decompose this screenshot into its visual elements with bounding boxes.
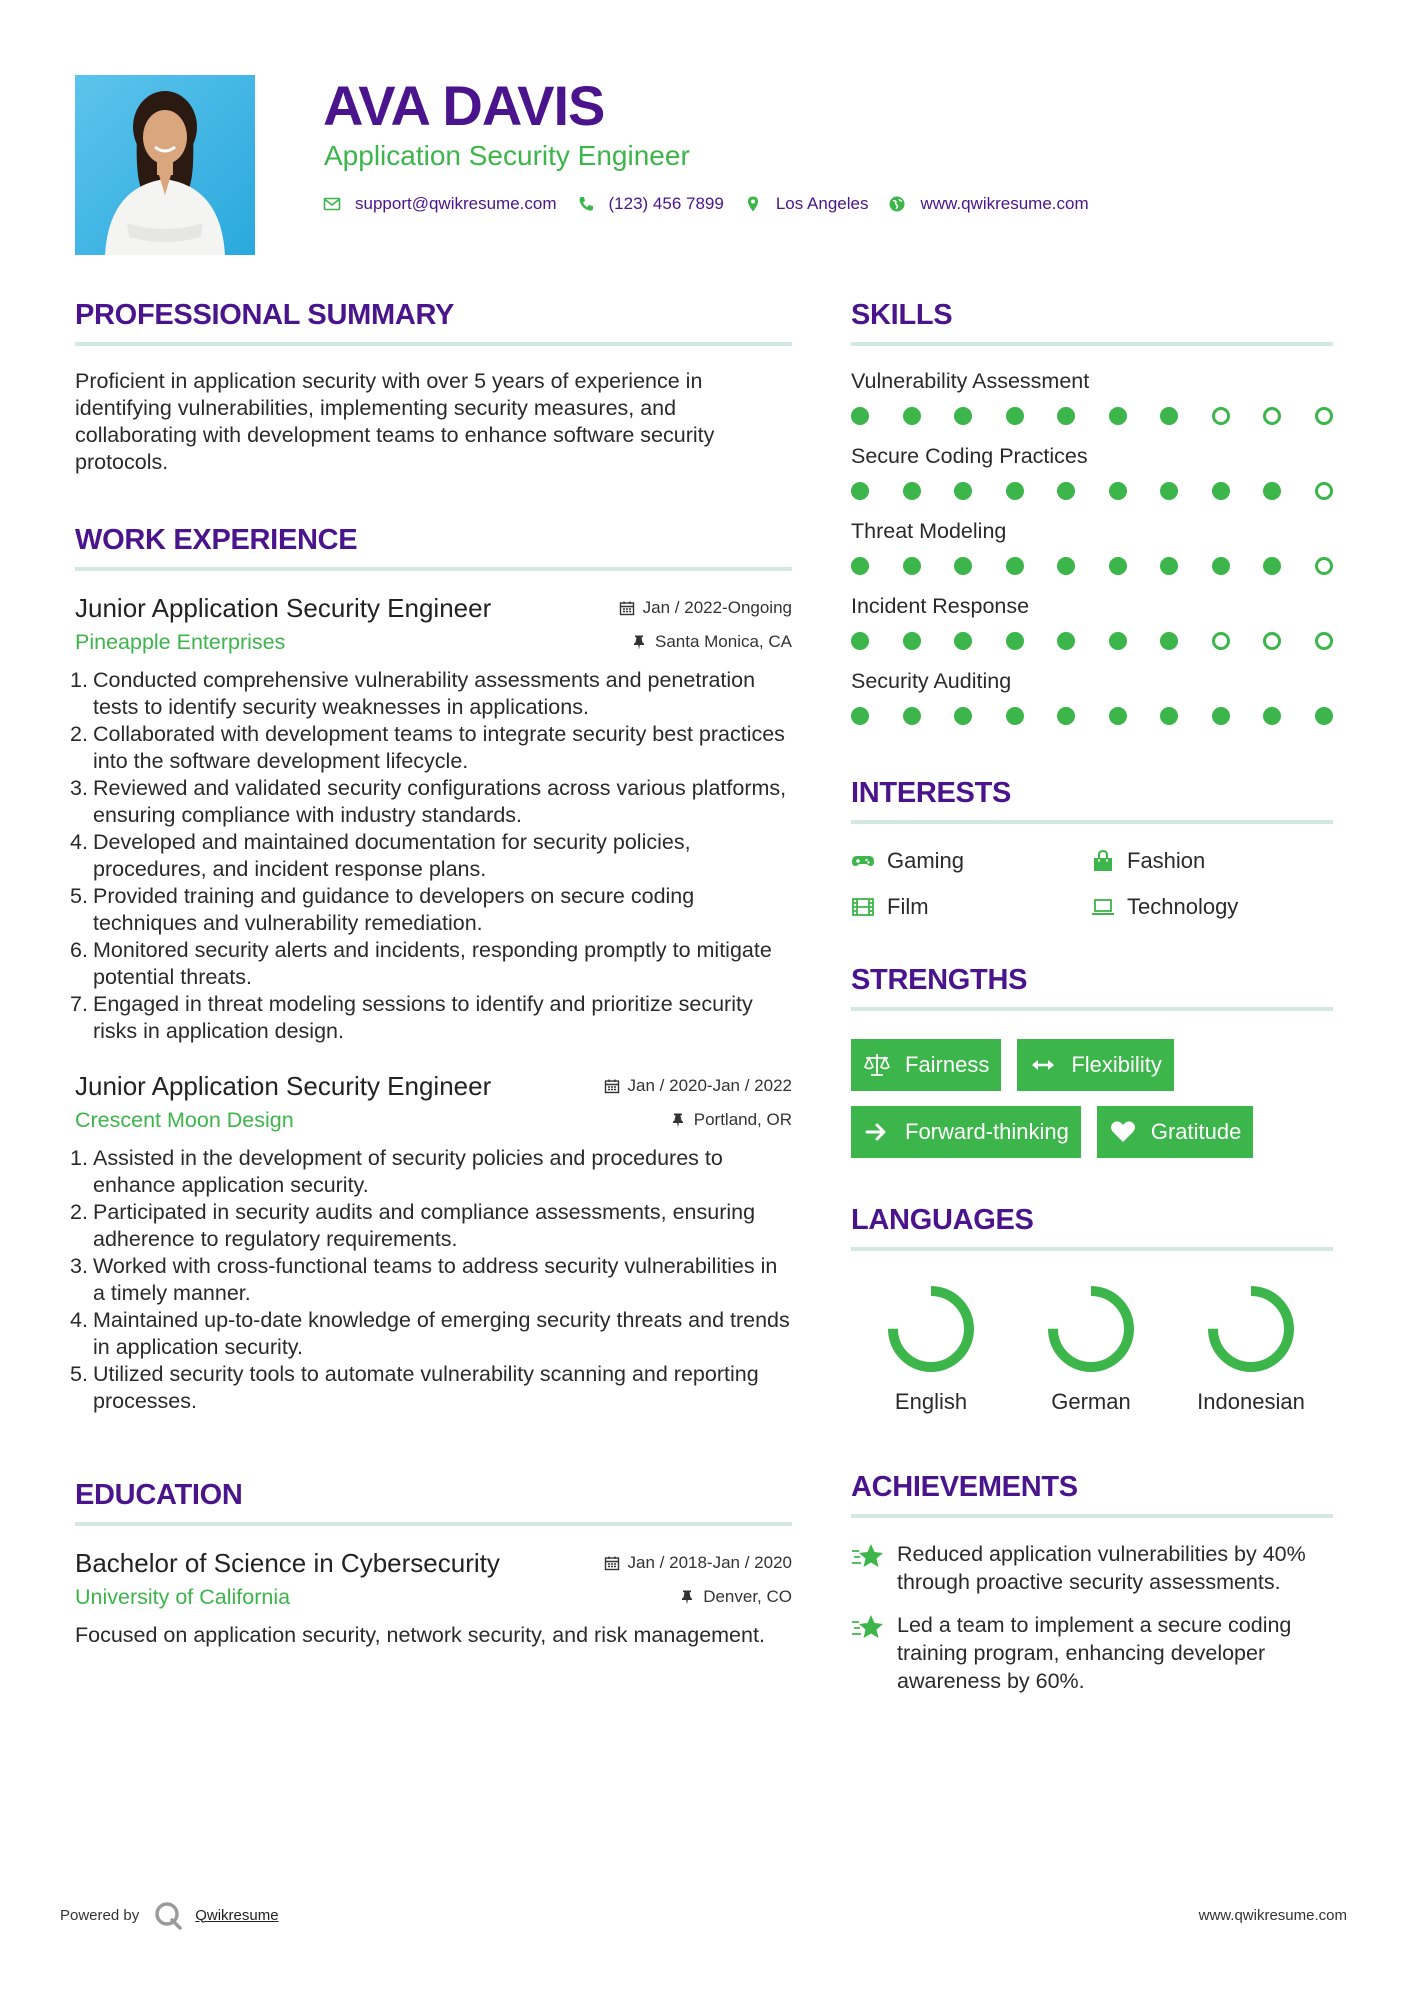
skill-item [851, 366, 1333, 441]
list-item [70, 667, 792, 721]
education-description: Focused on application security, network security, and risk management. [75, 1623, 765, 1647]
section-title-strengths: STRENGTHS [851, 964, 1028, 996]
rating-dot-filled [1006, 632, 1024, 650]
section-divider [851, 1247, 1333, 1251]
list-item-text: Monitored security alerts and incidents, responding promptly to mitigate potential threats. [93, 938, 772, 989]
skill-name: Threat Modeling [851, 519, 1007, 543]
section-title-summary: PROFESSIONAL SUMMARY [75, 299, 455, 331]
email-text: support@qwikresume.com [355, 194, 557, 213]
shopping-bag-icon [1091, 849, 1115, 873]
skill-rating [851, 546, 1333, 591]
list-number: 6. [70, 938, 88, 962]
section-divider [75, 567, 792, 571]
rating-dot-filled [954, 557, 972, 575]
skill-rating [851, 471, 1333, 516]
list-number: 4. [70, 1308, 88, 1332]
phone-icon [577, 195, 595, 213]
interests-list [851, 846, 1333, 922]
pushpin-icon [631, 634, 647, 650]
gamepad-icon [851, 849, 875, 873]
skills-list [851, 366, 1333, 741]
job-location-text: Santa Monica, CA [654, 632, 792, 651]
calendar-icon [619, 600, 635, 616]
skill-rating [851, 696, 1333, 741]
strength-label: Forward-thinking [905, 1119, 1069, 1144]
strength-badge [1017, 1039, 1173, 1091]
list-item [70, 1307, 792, 1361]
language-progress-ring [1043, 1281, 1139, 1377]
calendar-icon [604, 1555, 620, 1571]
rating-dot-filled [1212, 482, 1230, 500]
strength-badge [851, 1039, 1001, 1091]
list-item-text: Maintained up-to-date knowledge of emerging security threats and trends in application security. [93, 1308, 790, 1359]
education-date-text: Jan / 2018-Jan / 2020 [627, 1553, 792, 1572]
rating-dot-filled [1109, 557, 1127, 575]
interest-label: Film [887, 894, 929, 919]
skill-item [851, 666, 1333, 741]
job-entry [70, 591, 792, 1045]
strengths-section [851, 960, 1333, 1158]
footer-url[interactable]: www.qwikresume.com [1198, 1907, 1347, 1924]
rating-dot-filled [903, 632, 921, 650]
arrow-right-icon [863, 1119, 891, 1145]
list-item-text: Collaborated with development teams to integrate security best practices into the software development lifecycle. [93, 722, 785, 773]
laptop-icon [1091, 895, 1115, 919]
rating-dot-empty [1212, 632, 1230, 650]
rating-dot-filled [1212, 707, 1230, 725]
footer-brand-link[interactable]: Qwikresume [195, 1906, 279, 1924]
section-title-education: EDUCATION [75, 1479, 243, 1511]
job-date [619, 598, 792, 618]
strength-label: Flexibility [1071, 1052, 1162, 1077]
rating-dot-filled [1109, 632, 1127, 650]
summary-section [75, 295, 792, 476]
strengths-list [851, 1039, 1333, 1158]
location-text: Los Angeles [775, 194, 869, 213]
job-date-text: Jan / 2022-Ongoing [642, 598, 792, 617]
skill-name: Secure Coding Practices [851, 444, 1088, 468]
interest-item [1091, 892, 1331, 922]
rating-dot-filled [1160, 482, 1178, 500]
job-title: Junior Application Security Engineer [75, 1070, 492, 1101]
section-title-languages: LANGUAGES [851, 1204, 1034, 1236]
language-item [1011, 1281, 1171, 1415]
interest-label: Technology [1127, 894, 1239, 919]
job-location-text: Portland, OR [693, 1110, 792, 1129]
language-item [851, 1281, 1011, 1415]
language-item [1171, 1281, 1331, 1415]
section-divider [75, 342, 792, 346]
job-company: Pineapple Enterprises [75, 629, 286, 654]
summary-text: Proficient in application security with over 5 years of experience in identifying vulnerabilities, implementing security measures, and collaborating with development teams to enhance software security protocols. [75, 369, 715, 474]
skill-name: Security Auditing [851, 669, 1012, 693]
skill-name: Incident Response [851, 594, 1030, 618]
list-item [70, 991, 792, 1045]
rating-dot-filled [903, 707, 921, 725]
list-number: 5. [70, 1362, 88, 1386]
rating-dot-filled [1212, 557, 1230, 575]
rating-dot-filled [851, 557, 869, 575]
qwikresume-logo-icon [153, 1900, 183, 1930]
language-level-arc [893, 1291, 969, 1367]
footer-powered-by [60, 1900, 279, 1930]
rating-dot-filled [1006, 707, 1024, 725]
interest-item [1091, 846, 1331, 876]
education-date [604, 1553, 792, 1573]
powered-by-text: Powered by [60, 1906, 140, 1924]
section-divider [851, 342, 1333, 346]
education-entry [75, 1546, 792, 1649]
rating-dot-filled [903, 407, 921, 425]
degree-title: Bachelor of Science in Cybersecurity [75, 1547, 500, 1578]
interest-item [851, 846, 1091, 876]
section-title-experience: WORK EXPERIENCE [75, 524, 358, 556]
languages-list [851, 1281, 1333, 1415]
language-level-arc [1053, 1291, 1129, 1367]
list-item [70, 721, 792, 775]
skill-item [851, 516, 1333, 591]
list-item-text: Worked with cross-functional teams to address security vulnerabilities in a timely manner. [93, 1254, 778, 1305]
rating-dot-filled [1160, 632, 1178, 650]
pushpin-icon [679, 1589, 695, 1605]
pushpin-icon [670, 1112, 686, 1128]
section-title-skills: SKILLS [851, 299, 953, 331]
rating-dot-filled [1263, 707, 1281, 725]
rating-dot-empty [1315, 557, 1333, 575]
list-item [70, 829, 792, 883]
job-duties [70, 667, 792, 1045]
contact-website[interactable] [888, 194, 1088, 214]
rating-dot-filled [1006, 407, 1024, 425]
job-title: Junior Application Security Engineer [75, 592, 492, 623]
rating-dot-filled [1160, 557, 1178, 575]
rating-dot-filled [954, 407, 972, 425]
section-title-achievements: ACHIEVEMENTS [851, 1471, 1078, 1503]
language-name: English [894, 1389, 968, 1414]
rating-dot-filled [1006, 482, 1024, 500]
interest-label: Fashion [1127, 848, 1206, 873]
candidate-title: Application Security Engineer [324, 140, 690, 171]
job-location [631, 632, 792, 652]
job-date [604, 1076, 792, 1096]
language-progress-ring [1203, 1281, 1299, 1377]
rating-dot-empty [1315, 407, 1333, 425]
list-number: 2. [70, 722, 88, 746]
language-level-arc [1213, 1291, 1289, 1367]
interest-label: Gaming [887, 848, 965, 873]
list-number: 2. [70, 1200, 88, 1224]
list-item [70, 1361, 792, 1415]
candidate-name: AVA DAVIS [323, 74, 605, 137]
section-divider [851, 1514, 1333, 1518]
map-marker-icon [744, 195, 762, 213]
strength-badge [1097, 1106, 1254, 1158]
rating-dot-filled [903, 482, 921, 500]
list-item-text: Conducted comprehensive vulnerability assessments and penetration tests to identify security weaknesses in applications. [93, 668, 756, 719]
contact-bar [323, 192, 1109, 216]
language-progress-ring [883, 1281, 979, 1377]
rating-dot-filled [851, 632, 869, 650]
job-location [670, 1110, 792, 1130]
section-divider [851, 1007, 1333, 1011]
list-item [70, 1145, 792, 1199]
left-column [70, 295, 792, 1649]
balance-scale-icon [863, 1052, 891, 1078]
achievement-item [851, 1540, 1333, 1596]
rating-dot-filled [954, 482, 972, 500]
rating-dot-filled [1057, 407, 1075, 425]
education-location-text: Denver, CO [703, 1587, 792, 1606]
globe-icon [888, 195, 906, 213]
interests-section [851, 773, 1333, 922]
heart-icon [1109, 1119, 1137, 1145]
contact-phone[interactable] [577, 194, 724, 214]
rating-dot-filled [1263, 482, 1281, 500]
contact-email[interactable] [323, 194, 557, 214]
profile-photo [75, 75, 255, 255]
rating-dot-filled [1057, 707, 1075, 725]
list-number: 1. [70, 1146, 88, 1170]
skill-rating [851, 396, 1333, 441]
list-item-text: Utilized security tools to automate vulnerability scanning and reporting processes. [93, 1362, 759, 1413]
achievement-text: Led a team to implement a secure coding training program, enhancing developer awareness by 60%. [897, 1613, 1292, 1693]
rating-dot-filled [954, 707, 972, 725]
rating-dot-filled [1109, 707, 1127, 725]
skill-name: Vulnerability Assessment [851, 369, 1090, 393]
rating-dot-filled [1109, 407, 1127, 425]
language-name: Indonesian [1197, 1389, 1305, 1414]
arrows-horizontal-icon [1029, 1052, 1057, 1078]
rating-dot-filled [1109, 482, 1127, 500]
list-number: 4. [70, 830, 88, 854]
list-number: 5. [70, 884, 88, 908]
section-title-interests: INTERESTS [851, 777, 1012, 809]
list-item-text: Engaged in threat modeling sessions to identify and prioritize security risks in application design. [93, 992, 753, 1043]
skill-item [851, 441, 1333, 516]
rating-dot-empty [1315, 482, 1333, 500]
skill-item [851, 591, 1333, 666]
education-location [679, 1587, 792, 1607]
job-entry [70, 1069, 792, 1415]
contact-location [744, 194, 869, 214]
language-name: German [1051, 1389, 1131, 1414]
languages-section [851, 1200, 1333, 1415]
rating-dot-filled [1057, 482, 1075, 500]
achievement-text: Reduced application vulnerabilities by 40% through proactive security assessments. [897, 1542, 1306, 1594]
rating-dot-filled [1057, 557, 1075, 575]
rating-dot-empty [1315, 632, 1333, 650]
list-item-text: Participated in security audits and compliance assessments, ensuring adherence to regulatory requirements. [93, 1200, 756, 1251]
skill-rating [851, 621, 1333, 666]
list-number: 1. [70, 668, 88, 692]
experience-section [70, 520, 792, 1415]
phone-text: (123) 456 7899 [608, 194, 724, 213]
rating-dot-filled [851, 407, 869, 425]
rating-dot-filled [1057, 632, 1075, 650]
job-date-text: Jan / 2020-Jan / 2022 [627, 1076, 792, 1095]
job-duties [70, 1145, 792, 1415]
rating-dot-filled [1263, 557, 1281, 575]
list-item [70, 775, 792, 829]
school-name: University of California [75, 1584, 291, 1609]
list-number: 3. [70, 1254, 88, 1278]
film-icon [851, 895, 875, 919]
list-item-text: Provided training and guidance to developers on secure coding techniques and vulnerability remediation. [93, 884, 695, 935]
calendar-icon [604, 1078, 620, 1094]
list-number: 3. [70, 776, 88, 800]
rating-dot-filled [1160, 707, 1178, 725]
rating-dot-filled [851, 707, 869, 725]
achievements-list [851, 1540, 1333, 1695]
rating-dot-filled [903, 557, 921, 575]
star-icon [851, 1613, 885, 1643]
list-item [70, 1199, 792, 1253]
right-column [851, 295, 1333, 1710]
section-divider [851, 820, 1333, 824]
rating-dot-filled [1006, 557, 1024, 575]
skills-section [851, 295, 1333, 741]
list-item-text: Developed and maintained documentation for security policies, procedures, and incident response plans. [93, 830, 691, 881]
rating-dot-empty [1263, 632, 1281, 650]
list-item-text: Reviewed and validated security configurations across various platforms, ensuring compliance with industry standards. [93, 776, 787, 827]
strength-badge [851, 1106, 1081, 1158]
achievement-item [851, 1611, 1333, 1695]
list-number: 7. [70, 992, 88, 1016]
star-icon [851, 1542, 885, 1572]
list-item [70, 883, 792, 937]
rating-dot-empty [1263, 407, 1281, 425]
list-item [70, 937, 792, 991]
rating-dot-empty [1212, 407, 1230, 425]
education-section [75, 1475, 792, 1649]
achievements-section [851, 1467, 1333, 1695]
rating-dot-filled [1160, 407, 1178, 425]
website-text: www.qwikresume.com [920, 194, 1089, 213]
rating-dot-filled [954, 632, 972, 650]
envelope-icon [323, 195, 341, 213]
rating-dot-filled [1315, 707, 1333, 725]
job-company: Crescent Moon Design [75, 1107, 294, 1132]
section-divider [75, 1522, 792, 1526]
interest-item [851, 892, 1091, 922]
strength-label: Gratitude [1150, 1119, 1242, 1144]
strength-label: Fairness [905, 1052, 990, 1077]
rating-dot-filled [851, 482, 869, 500]
list-item-text: Assisted in the development of security policies and procedures to enhance application security. [93, 1146, 723, 1197]
list-item [70, 1253, 792, 1307]
